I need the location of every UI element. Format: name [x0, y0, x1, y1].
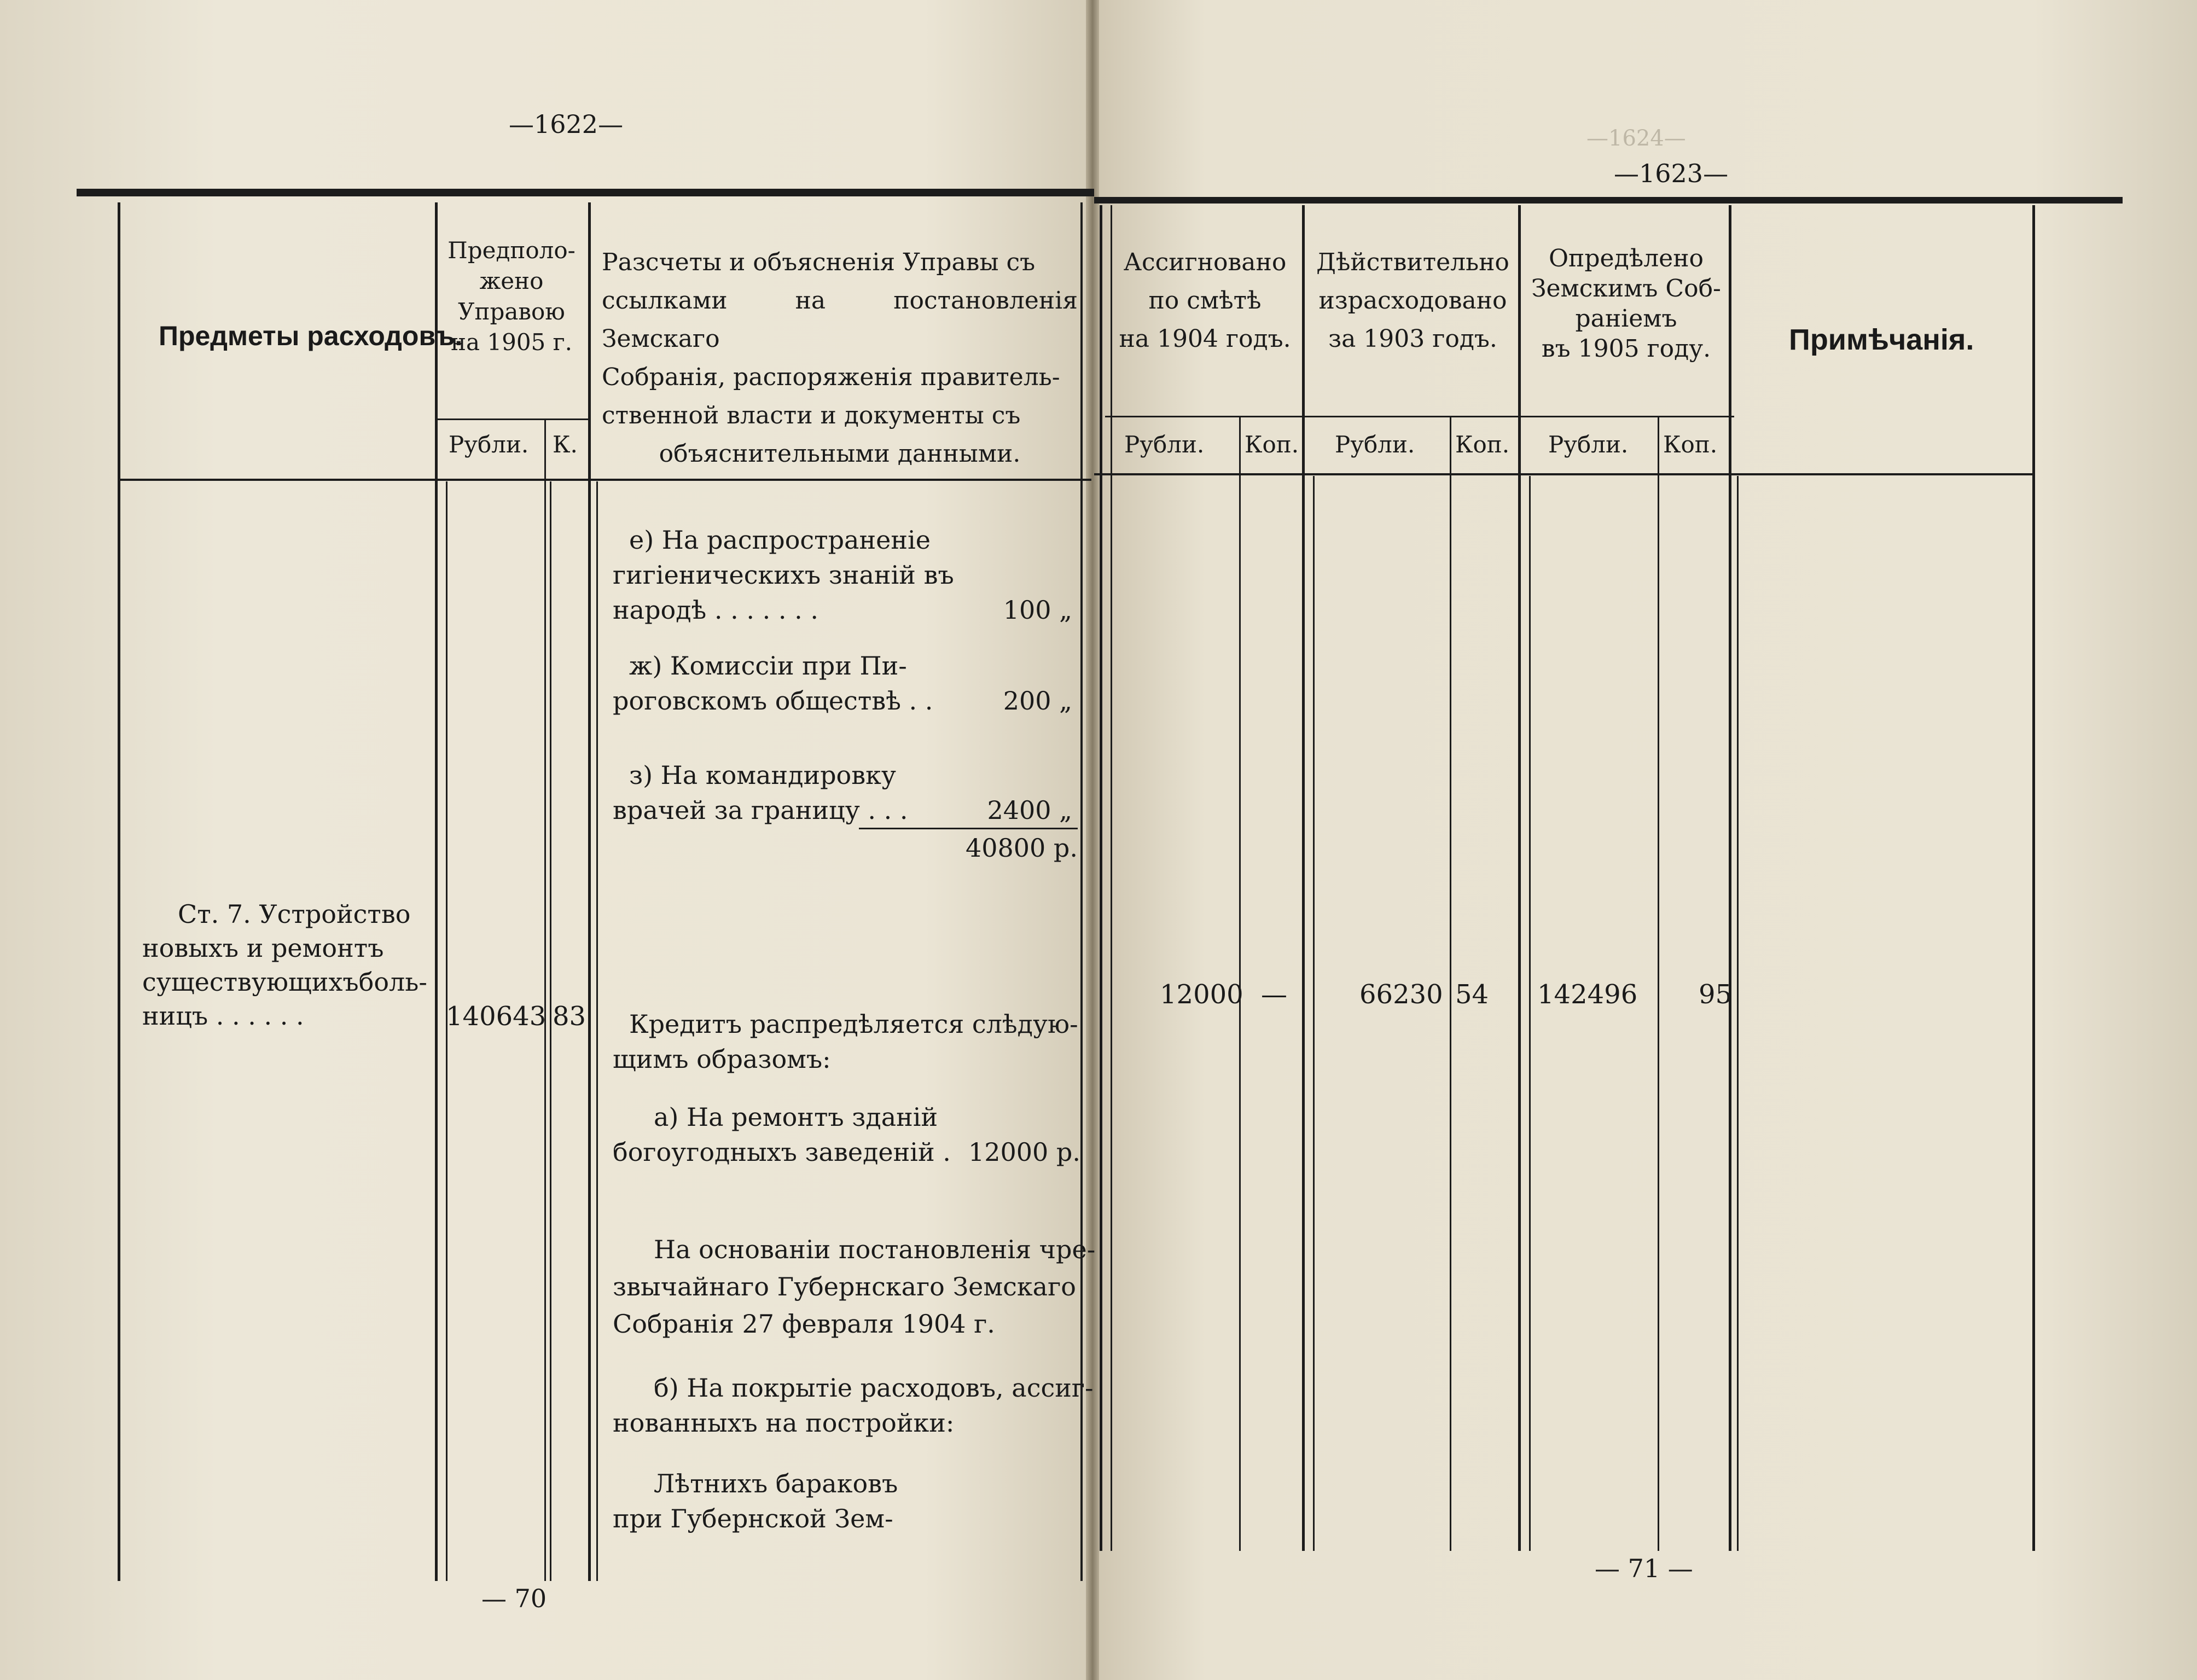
actual-kop-value: 54	[1455, 979, 1489, 1010]
right-right-border	[2032, 205, 2035, 1551]
header-assigned-kop: Коп.	[1245, 431, 1299, 458]
header-explain-line: ственной власти и документы съ	[602, 402, 1021, 429]
item-z-line: з) На командировку	[629, 760, 896, 790]
proposed-rub-value: 140643	[446, 1001, 547, 1032]
item-zh-text	[613, 648, 933, 718]
item-article-line: ницъ . . . . . .	[142, 1001, 304, 1031]
header-explain	[602, 243, 1078, 473]
item-e-line: народѣ . . . . . . .	[613, 595, 818, 625]
assigned-kop-value: —	[1261, 979, 1287, 1010]
item-zh-line: ж) Комиссіи при Пи-	[629, 651, 907, 681]
item-e-text	[613, 522, 954, 627]
item-a-amount: 12000 р.	[968, 1137, 1080, 1167]
assigned-rub-value: 12000	[1160, 979, 1243, 1010]
item-a-line: а) На ремонтъ зданій	[654, 1102, 938, 1132]
col-divider-items	[435, 202, 438, 1581]
item-e-line: гигіеническихъ знаній въ	[613, 560, 954, 590]
col-divider-actual	[1302, 205, 1305, 1551]
actual-rub-value: 66230	[1359, 979, 1443, 1010]
header-bottom-rule-right	[1094, 473, 2035, 475]
basis-line: Собранія 27 февраля 1904 г.	[613, 1309, 995, 1339]
summer-barracks-text	[613, 1466, 898, 1536]
basis-line: звычайнаго Губернскаго Земскаго	[613, 1272, 1076, 1301]
header-assigned-line: на 1904 годъ.	[1119, 325, 1291, 353]
col-divider-explain-2	[596, 481, 598, 1581]
page-number-left: —1622—	[509, 109, 624, 139]
header-proposed-line: жено	[479, 268, 544, 294]
credit-line: Кредитъ распредѣляется слѣдую-	[629, 1009, 1078, 1039]
item-article-line: новыхъ и ремонтъ	[142, 933, 384, 963]
basis-line: На основаніи постановленія чре-	[654, 1235, 1096, 1264]
item-a-text	[613, 1100, 951, 1170]
item-b-line: б) На покрытіе расходовъ, ассиг-	[654, 1373, 1094, 1403]
header-explain-line: Разсчеты и объясненія Управы съ	[602, 248, 1036, 276]
col-divider-rub-kop	[544, 418, 546, 1581]
header-explain-line: объяснительными данными.	[659, 440, 1021, 468]
header-explain-line: Собранія, распоряженія правитель-	[602, 363, 1060, 391]
footer-number-left: — 70	[481, 1584, 547, 1613]
item-a-line: богоугодныхъ заведеній .	[613, 1137, 951, 1167]
header-assigned-line: Ассигновано	[1123, 248, 1287, 276]
defined-rub-value: 142496	[1537, 979, 1638, 1010]
header-proposed-kop: К.	[553, 431, 578, 458]
subtotal-rule	[859, 828, 1078, 829]
credit-line: щимъ образомъ:	[613, 1044, 831, 1074]
right-left-border	[1100, 205, 1102, 1551]
col-divider-rub-kop-2	[550, 481, 551, 1581]
footer-number-right: — 71 —	[1595, 1554, 1693, 1583]
header-defined-kop: Коп.	[1663, 431, 1718, 458]
summer-line: Лѣтнихъ бараковъ	[654, 1469, 898, 1498]
subtotal-amount: 40800 р.	[965, 833, 1078, 863]
header-defined-line: Земскимъ Соб-	[1531, 275, 1721, 303]
col-divider-defined-2	[1529, 476, 1531, 1551]
top-rule-left	[77, 189, 1094, 196]
header-proposed-line: на 1905 г.	[451, 329, 572, 356]
header-bottom-rule-left	[118, 479, 1091, 481]
subheader-rule-left	[435, 418, 588, 420]
header-assigned-line: по смѣтѣ	[1148, 287, 1262, 315]
header-assigned	[1108, 243, 1302, 358]
header-proposed-line: Предполо-	[447, 237, 576, 264]
item-zh-amount: 200 „	[1003, 686, 1072, 716]
item-z-line: врачей за границу . . .	[613, 795, 908, 825]
bleedthrough-page-number: —1624—	[1586, 126, 1686, 151]
header-defined-line: въ 1905 году.	[1541, 335, 1711, 363]
header-actual-rub: Рубли.	[1335, 431, 1415, 458]
item-e-amount: 100 „	[1003, 595, 1072, 625]
header-actual-kop: Коп.	[1455, 431, 1510, 458]
proposed-kop-value: 83	[553, 1001, 586, 1032]
credit-text	[613, 1007, 1078, 1077]
col-divider-actual-kop	[1450, 416, 1451, 1551]
right-left-border-2	[1111, 205, 1112, 1551]
header-defined-rub: Рубли.	[1548, 431, 1629, 458]
top-rule-right	[1094, 197, 2123, 204]
left-border	[118, 202, 120, 1581]
header-items: Предметы расходовъ.	[159, 321, 463, 351]
col-divider-defined	[1518, 205, 1521, 1551]
summer-line: при Губернской Зем-	[613, 1504, 893, 1533]
item-article-7	[142, 897, 427, 1033]
header-proposed-line: Управою	[458, 298, 565, 325]
item-b-text	[613, 1370, 1094, 1440]
col-divider-actual-2	[1313, 476, 1315, 1551]
item-b-line: нованныхъ на постройки:	[613, 1408, 955, 1438]
header-assigned-rub: Рубли.	[1124, 431, 1205, 458]
item-e-line: е) На распространеніе	[629, 525, 931, 555]
item-article-line: существующихъболь-	[142, 967, 427, 997]
col-divider-notes	[1729, 205, 1731, 1551]
header-proposed	[438, 235, 585, 358]
defined-kop-value: 95	[1699, 979, 1733, 1010]
header-actual	[1307, 243, 1518, 358]
header-notes: Примѣчанія.	[1789, 323, 1974, 356]
item-z-text	[613, 758, 908, 828]
page-number-right: —1623—	[1614, 159, 1729, 188]
header-actual-line: израсходовано	[1318, 287, 1507, 315]
col-divider-explain	[588, 202, 591, 1581]
basis-text	[613, 1231, 1095, 1342]
header-proposed-rub: Рубли.	[449, 431, 529, 458]
header-defined-line: Опредѣлено	[1548, 245, 1704, 272]
header-explain-line: ссылками на постановленія Земскаго	[602, 287, 1078, 353]
header-actual-line: Дѣйствительно	[1316, 248, 1509, 276]
item-zh-line: роговскомъ обществѣ . .	[613, 686, 933, 716]
item-z-amount: 2400 „	[987, 795, 1072, 825]
subheader-rule-right	[1105, 416, 1734, 417]
header-actual-line: за 1903 годъ.	[1328, 325, 1497, 353]
header-defined	[1524, 243, 1729, 364]
header-defined-line: раніемъ	[1575, 305, 1677, 333]
item-article-line: Ст. 7. Устройство	[178, 899, 411, 929]
col-divider-notes-2	[1737, 476, 1739, 1551]
col-divider-defined-kop	[1658, 416, 1659, 1551]
